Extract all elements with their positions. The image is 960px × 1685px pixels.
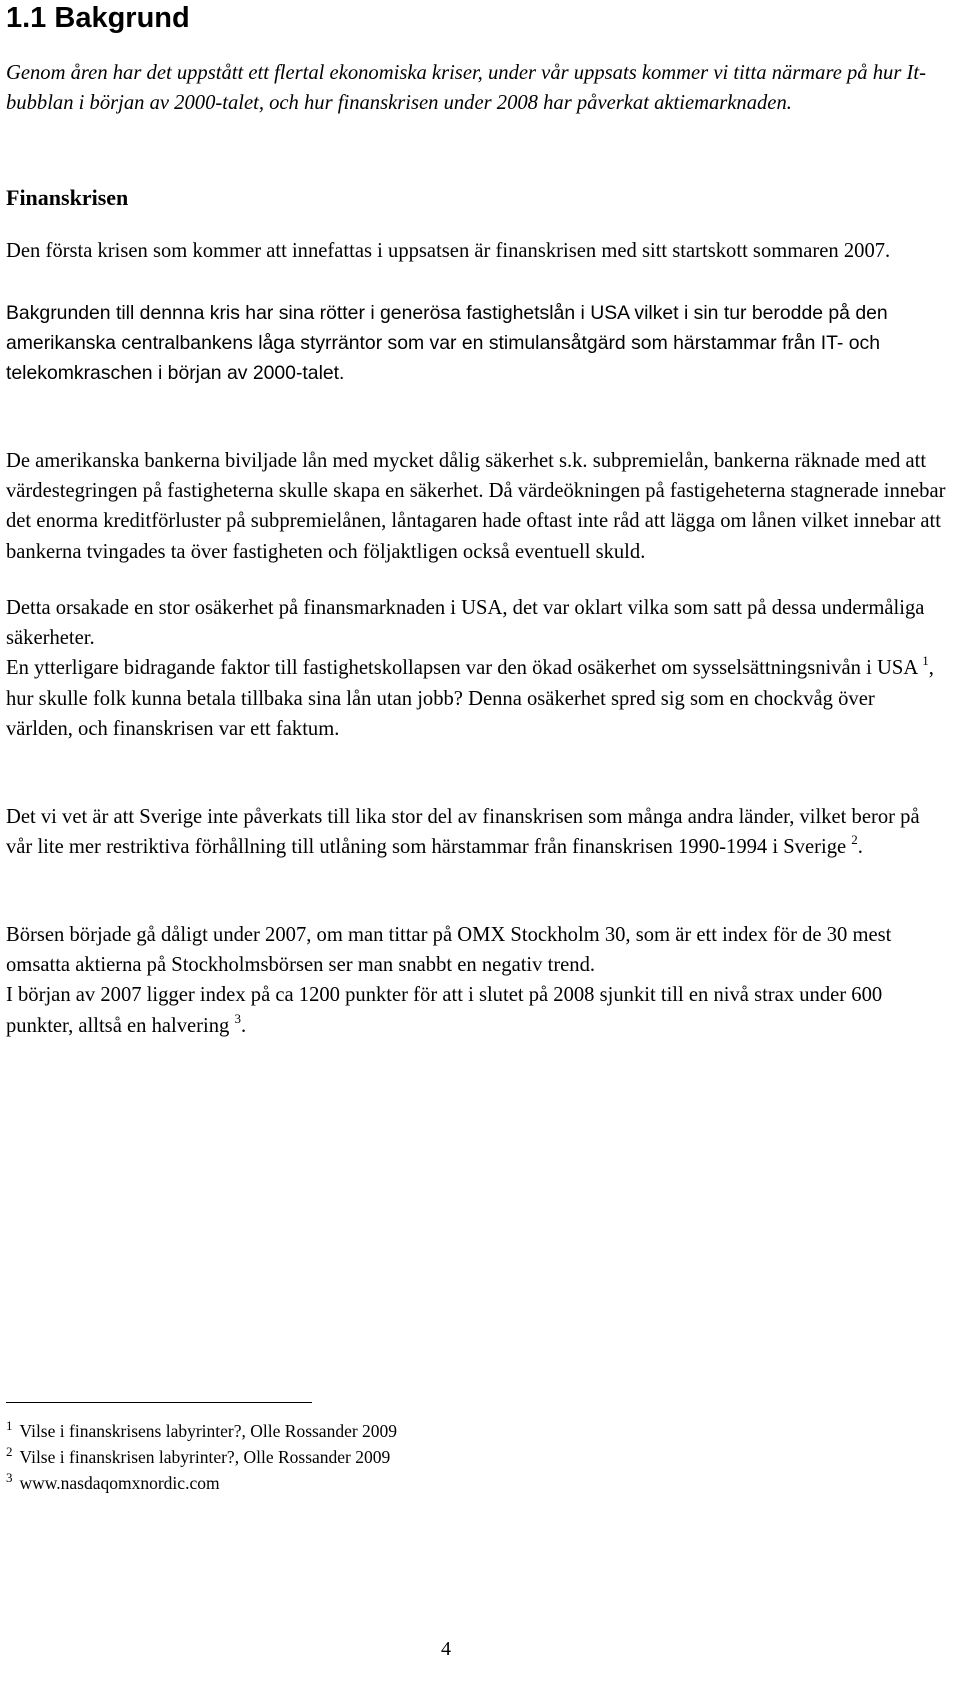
paragraph-6b-text-end: . xyxy=(241,1014,247,1037)
paragraph-1: Den första krisen som kommer att innefattas i uppsatsen är finanskrisen med sitt startskott sommaren 2007. xyxy=(6,240,891,262)
footnote-number: 2 xyxy=(6,1444,13,1459)
intro-paragraph: Genom åren har det uppstått ett flertal ekonomiska kriser, under vår uppsats kommer vi titta närmare på hur It-bubblan i början av 2000-talet, och hur finanskrisen under 2008 har påverkat aktiemarknaden. xyxy=(6,62,926,115)
paragraph-6b xyxy=(6,980,946,1040)
paragraph-5 xyxy=(6,802,946,862)
paragraph-4b-text-end: , hur skulle folk kunna betala tillbaka sina lån utan jobb? Denna osäkerhet spred sig som en chockvåg över världen, och finanskrisen var ett faktum. xyxy=(6,657,934,740)
footnote-separator xyxy=(6,1402,312,1403)
footnote-number: 3 xyxy=(6,1470,13,1485)
paragraph-4a: Detta orsakade en stor osäkerhet på finansmarknaden i USA, det var oklart vilka som satt på dessa undermåliga säkerheter. xyxy=(6,597,925,650)
footnote-text: www.nasdaqomxnordic.com xyxy=(19,1473,220,1493)
paragraph-3: De amerikanska bankerna biviljade lån med mycket dålig säkerhet s.k. subpremielån, bankerna räknade med att värdestegringen på fastigheterna skulle skapa en säkerhet. Då värdeökningen på fastigeheterna stagnerade innebar det enorma kreditförluster på subpremielånen, låntagaren hade oftast inte råd att lägga om lånen vilket innebar att bankerna tvingades ta över fastigheten och följaktligen också eventuell skuld. xyxy=(6,450,946,563)
page-number: 4 xyxy=(441,1638,451,1660)
footnote-ref-1[interactable]: 1 xyxy=(922,653,929,669)
subheading: Finanskrisen xyxy=(6,185,129,210)
footnote-text: Vilse i finanskrisens labyrinter?, Olle Rossander 2009 xyxy=(19,1421,398,1441)
paragraph-6b-text: I början av 2007 ligger index på ca 1200 punkter för att i slutet på 2008 sjunkit till en nivå strax under 600 punkter, alltså en halvering xyxy=(6,984,883,1037)
footnotes xyxy=(6,1418,706,1496)
section-heading: 1.1 Bakgrund xyxy=(6,2,190,34)
paragraph-4b-text: En ytterligare bidragande faktor till fastighetskollapsen var den ökad osäkerhet om sysselsättningsnivån i USA xyxy=(6,657,918,680)
footnote-3 xyxy=(6,1470,706,1496)
paragraph-4b xyxy=(6,653,946,744)
paragraph-4 xyxy=(6,593,946,744)
footnote-number: 1 xyxy=(6,1418,13,1433)
footnote-2 xyxy=(6,1444,706,1470)
paragraph-2: Bakgrunden till dennna kris har sina rötter i generösa fastighetslån i USA vilket i sin tur berodde på den amerikanska centralbankens låga styrräntor som var en stimulansåtgärd som härstammar från IT- och telekomkraschen i början av 2000-talet. xyxy=(6,302,888,385)
footnote-1 xyxy=(6,1418,706,1444)
footnote-ref-3[interactable]: 3 xyxy=(234,1010,241,1026)
paragraph-5-text-end: . xyxy=(857,836,863,859)
paragraph-5-text: Det vi vet är att Sverige inte påverkats till lika stor del av finanskrisen som många andra länder, vilket beror på vår lite mer restriktiva förhållning till utlåning som härstammar från finanskrisen 1990-1994 i Sverige xyxy=(6,806,920,859)
paragraph-6a: Börsen började gå dåligt under 2007, om man tittar på OMX Stockholm 30, som är ett index för de 30 mest omsatta aktierna på Stockholmsbörsen ser man snabbt en negativ trend. xyxy=(6,924,892,977)
footnote-ref-2[interactable]: 2 xyxy=(851,832,858,848)
paragraph-6 xyxy=(6,920,946,1041)
footnote-text: Vilse i finanskrisen labyrinter?, Olle Rossander 2009 xyxy=(19,1447,391,1467)
